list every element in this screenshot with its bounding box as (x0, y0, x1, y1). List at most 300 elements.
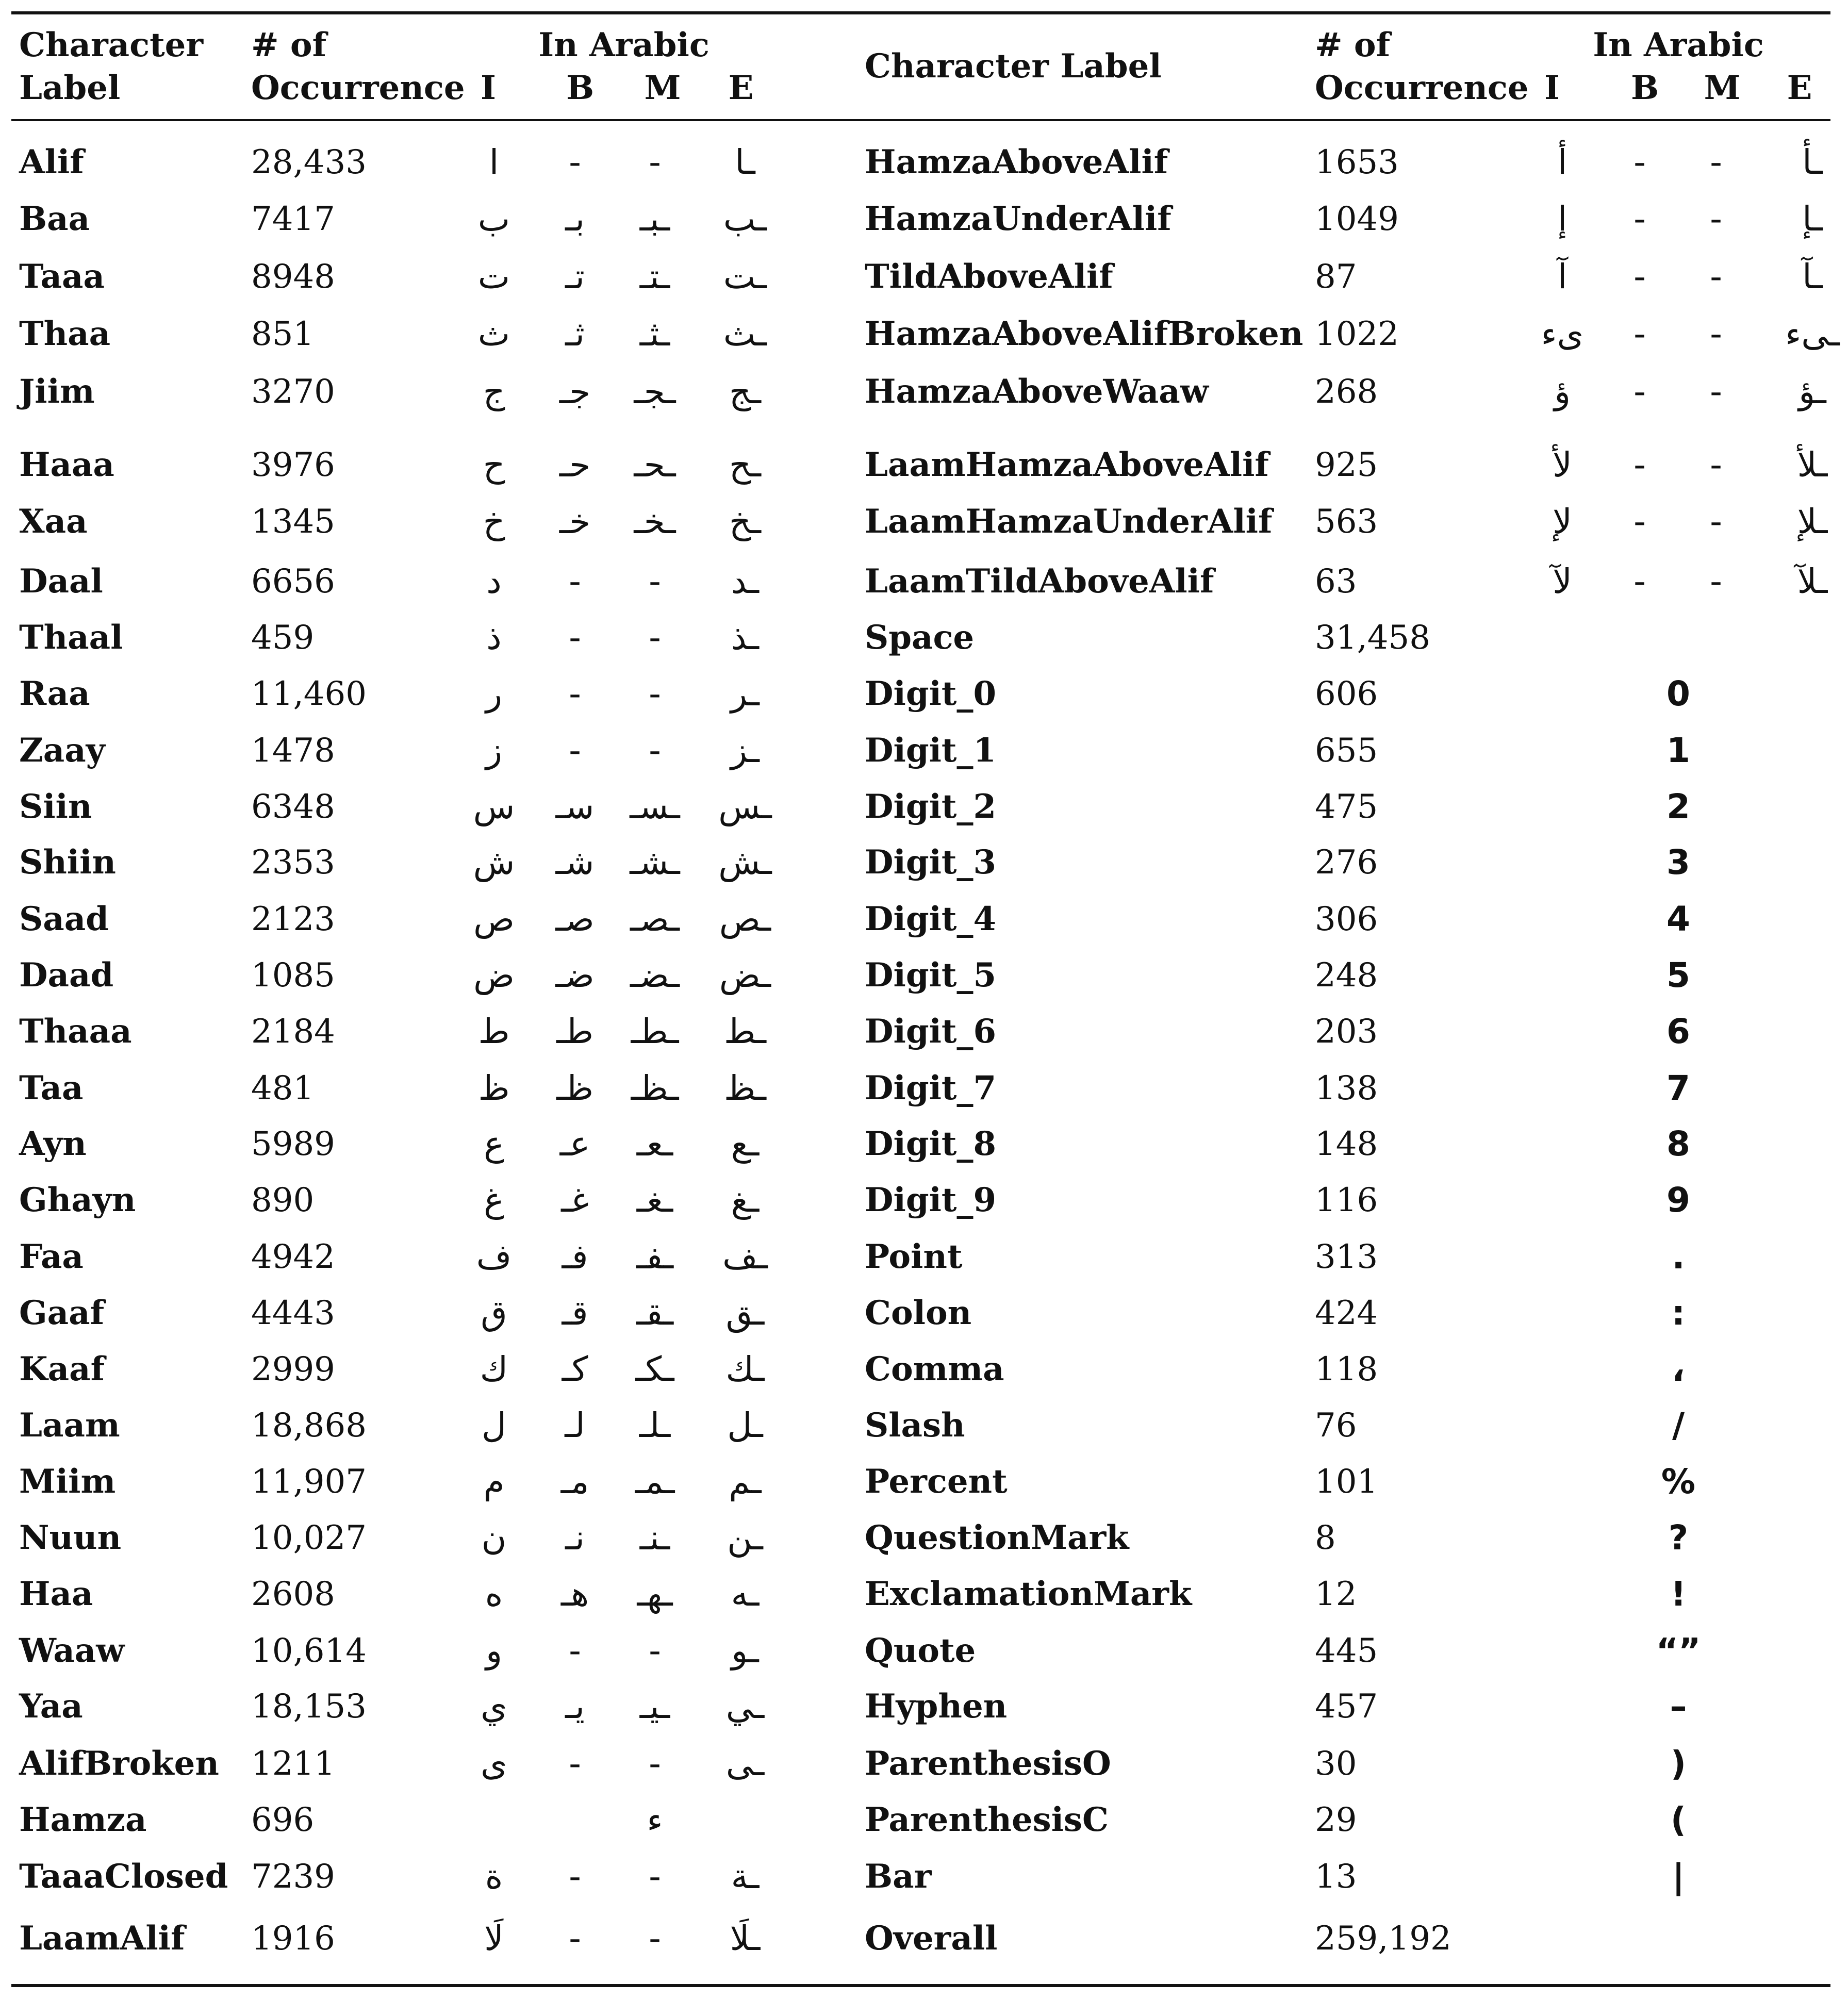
left-row-label: Hamza (19, 1800, 147, 1839)
left-row-end-form: ـع (731, 1124, 760, 1164)
header-character-label: Character Label (865, 47, 1162, 86)
left-row-middle-form: - (649, 142, 661, 182)
right-row-count: 457 (1315, 1688, 1378, 1726)
right-row-label: Overall (865, 1919, 998, 1958)
left-row-end-form: ـظ (724, 1068, 766, 1108)
left-row-label: Daad (19, 956, 114, 995)
left-row-count: 7239 (251, 1858, 335, 1896)
left-row-middle-form: ء (647, 1800, 663, 1840)
left-row-count: 10,027 (251, 1519, 367, 1557)
left-row-count: 1478 (251, 732, 335, 770)
left-row-middle-form: - (649, 1857, 661, 1896)
right-row-symbol: : (1671, 1293, 1686, 1333)
left-row-beginning-form: كـ (562, 1349, 588, 1389)
left-row-end-form: ـض (719, 955, 771, 995)
left-row-count: 7417 (251, 200, 335, 238)
left-row-label: Daal (19, 562, 103, 601)
right-row-symbol: 8 (1666, 1124, 1690, 1164)
header-in-arabic: In Arabic (538, 26, 710, 64)
left-row-end-form: ـط (724, 1012, 766, 1051)
right-row-count: 655 (1315, 732, 1378, 770)
header-rule (11, 119, 1830, 121)
right-row-label: QuestionMark (865, 1518, 1129, 1557)
right-row-label: Hyphen (865, 1687, 1008, 1726)
right-row-middle-form: - (1710, 199, 1722, 239)
left-row-isolated-form: ث (477, 314, 510, 354)
right-row-label: Colon (865, 1294, 972, 1332)
right-row-symbol: . (1672, 1237, 1685, 1277)
left-row-end-form: ـج (729, 372, 761, 411)
left-row-beginning-form: - (569, 142, 581, 182)
left-row-beginning-form: نـ (565, 1518, 585, 1558)
left-row-end-form: ـخ (729, 502, 761, 541)
right-row-label: ParenthesisO (865, 1744, 1111, 1783)
left-row-end-form: ـم (729, 1462, 762, 1501)
right-row-symbol: ، (1672, 1349, 1685, 1389)
left-row-count: 6348 (251, 788, 335, 826)
left-row-beginning-form: ثـ (565, 314, 585, 354)
left-row-label: Taaa (19, 257, 105, 296)
left-row-end-form: ـت (723, 257, 767, 296)
left-row-middle-form: ـشـ (630, 842, 680, 882)
left-row-middle-form: ـقـ (636, 1293, 674, 1333)
left-row-label: Gaaf (19, 1294, 105, 1332)
left-row-isolated-form: س (473, 787, 515, 827)
left-row-isolated-form: ى (481, 1744, 507, 1783)
left-row-count: 28,433 (251, 143, 367, 181)
left-row-middle-form: ـصـ (630, 899, 680, 939)
left-row-middle-form: ـمـ (635, 1462, 675, 1501)
left-row-middle-form: ـضـ (630, 955, 680, 995)
left-row-middle-form: - (649, 1631, 661, 1671)
left-row-isolated-form: ص (473, 899, 515, 939)
right-row-count: 138 (1315, 1069, 1378, 1108)
left-row-count: 1085 (251, 956, 335, 995)
left-row-count: 11,460 (251, 675, 367, 713)
left-row-count: 1345 (251, 503, 335, 541)
right-row-label: LaamHamzaAboveAlif (865, 445, 1269, 484)
left-row-end-form: ـذ (731, 618, 759, 657)
right-row-end-form: ـأ (1802, 142, 1823, 182)
right-row-middle-form: - (1710, 445, 1722, 485)
left-row-count: 2999 (251, 1350, 335, 1389)
right-row-symbol: – (1670, 1687, 1687, 1726)
header-form-i-right: I (1544, 69, 1560, 107)
left-row-middle-form: ـكـ (635, 1349, 674, 1389)
left-row-beginning-form: - (569, 1631, 581, 1671)
left-row-isolated-form: ش (473, 842, 515, 882)
right-row-symbol: 2 (1666, 787, 1690, 827)
right-row-middle-form: - (1710, 257, 1722, 296)
left-row-isolated-form: ظ (478, 1068, 510, 1108)
left-row-middle-form: - (649, 1919, 661, 1958)
right-row-count: 445 (1315, 1632, 1378, 1670)
left-row-middle-form: ـظـ (631, 1068, 679, 1108)
right-row-beginning-form: - (1634, 445, 1646, 485)
left-row-beginning-form: خـ (559, 502, 591, 541)
left-row-end-form: ـة (731, 1857, 760, 1896)
left-row-beginning-form: - (569, 1857, 581, 1896)
right-row-label: Digit_4 (865, 900, 996, 938)
left-row-end-form: ـلَا (730, 1919, 761, 1958)
right-row-beginning-form: - (1634, 199, 1646, 239)
right-row-count: 12 (1315, 1575, 1357, 1613)
left-row-middle-form: ـثـ (639, 314, 670, 354)
left-row-label: LaamAlif (19, 1919, 185, 1958)
right-row-label: Slash (865, 1406, 965, 1445)
right-row-count: 63 (1315, 563, 1357, 601)
left-row-label: Jiim (19, 372, 95, 411)
right-row-middle-form: - (1710, 372, 1722, 411)
left-row-isolated-form: د (486, 561, 502, 601)
right-row-label: LaamHamzaUnderAlif (865, 502, 1273, 541)
left-row-label: Baa (19, 200, 90, 238)
left-row-middle-form: - (649, 1744, 661, 1783)
header-character-label-line2: Label (19, 69, 121, 107)
left-row-end-form: ـش (718, 842, 772, 882)
header-occurrence-line2: Occurrence (251, 69, 465, 107)
left-row-end-form: ـد (731, 561, 759, 601)
left-row-beginning-form: عـ (559, 1124, 590, 1164)
right-row-isolated-form: لإ (1553, 502, 1572, 541)
right-row-symbol: 9 (1666, 1180, 1690, 1220)
left-row-label: Ayn (19, 1125, 87, 1163)
left-row-beginning-form: هـ (560, 1574, 589, 1614)
right-row-end-form: ـلإ (1797, 502, 1828, 541)
left-row-middle-form: - (649, 731, 661, 770)
right-row-end-form: ـلآ (1797, 561, 1828, 601)
left-row-isolated-form: ت (477, 257, 510, 296)
bottom-rule (11, 1984, 1830, 1987)
left-row-isolated-form: ق (481, 1293, 507, 1333)
header-form-m-right: M (1704, 69, 1741, 107)
left-row-middle-form: ـجـ (634, 372, 676, 411)
right-row-label: Digit_6 (865, 1012, 996, 1051)
left-row-middle-form: ـسـ (630, 787, 680, 827)
left-row-beginning-form: بـ (565, 199, 585, 239)
header-form-b: B (566, 69, 595, 107)
right-row-symbol: / (1672, 1406, 1685, 1445)
right-row-beginning-form: - (1634, 142, 1646, 182)
right-row-label: LaamTildAboveAlif (865, 562, 1214, 601)
right-row-beginning-form: - (1634, 502, 1646, 541)
left-row-label: Kaaf (19, 1350, 105, 1389)
left-row-label: Xaa (19, 502, 88, 541)
right-row-label: HamzaAboveAlif (865, 143, 1168, 181)
right-row-count: 1653 (1315, 143, 1399, 181)
left-row-isolated-form: غ (484, 1180, 504, 1220)
left-row-end-form: ـى (725, 1744, 765, 1783)
left-row-label: Laam (19, 1406, 120, 1445)
left-row-middle-form: ـحـ (634, 445, 676, 485)
left-row-isolated-form: ز (486, 731, 502, 770)
right-row-middle-form: - (1710, 314, 1722, 354)
left-row-end-form: ـس (718, 787, 772, 827)
right-row-label: Quote (865, 1631, 976, 1670)
right-row-label: Digit_7 (865, 1069, 996, 1108)
left-row-count: 4942 (251, 1238, 335, 1276)
right-row-label: Digit_0 (865, 674, 996, 713)
left-row-label: Thaal (19, 618, 123, 657)
header-form-i: I (481, 69, 496, 107)
right-row-middle-form: - (1710, 561, 1722, 601)
left-row-beginning-form: - (569, 1744, 581, 1783)
right-row-label: ExclamationMark (865, 1575, 1192, 1613)
left-row-middle-form: ـلـ (639, 1406, 671, 1445)
right-row-beginning-form: - (1634, 314, 1646, 354)
left-row-label: Thaaa (19, 1012, 132, 1051)
left-row-label: TaaaClosed (19, 1857, 228, 1896)
left-row-beginning-form: صـ (555, 899, 595, 939)
left-row-count: 2123 (251, 900, 335, 938)
left-row-isolated-form: ل (482, 1406, 506, 1445)
right-row-count: 424 (1315, 1294, 1378, 1332)
right-row-count: 313 (1315, 1238, 1378, 1276)
right-row-symbol: 7 (1666, 1068, 1690, 1108)
left-row-beginning-form: غـ (561, 1180, 589, 1220)
left-row-label: Haa (19, 1575, 93, 1613)
left-row-beginning-form: ظـ (556, 1068, 593, 1108)
left-row-isolated-form: خ (483, 502, 505, 541)
left-row-isolated-form: ع (484, 1124, 504, 1164)
right-row-count: 101 (1315, 1463, 1378, 1501)
right-row-count: 606 (1315, 675, 1378, 713)
left-row-count: 1916 (251, 1920, 335, 1958)
left-row-middle-form: ـهـ (637, 1574, 673, 1614)
left-row-label: Thaa (19, 315, 111, 353)
left-row-end-form: ـل (727, 1406, 763, 1445)
left-row-count: 18,153 (251, 1688, 367, 1726)
left-row-beginning-form: - (569, 1919, 581, 1958)
header-occurrence-line2-right: Occurrence (1315, 69, 1529, 107)
right-row-count: 13 (1315, 1858, 1357, 1896)
left-row-middle-form: ـبـ (639, 199, 670, 239)
right-row-beginning-form: - (1634, 257, 1646, 296)
left-row-label: Yaa (19, 1687, 83, 1726)
right-row-count: 563 (1315, 503, 1378, 541)
left-row-isolated-form: ط (478, 1012, 510, 1051)
right-row-label: Digit_1 (865, 731, 996, 770)
right-row-label: HamzaAboveWaaw (865, 372, 1209, 411)
left-row-beginning-form: - (569, 561, 581, 601)
left-row-isolated-form: لَا (484, 1919, 504, 1958)
right-row-middle-form: - (1710, 142, 1722, 182)
right-row-label: HamzaAboveAlifBroken (865, 315, 1304, 353)
left-row-label: Nuun (19, 1518, 122, 1557)
right-row-count: 118 (1315, 1350, 1378, 1389)
left-row-count: 1211 (251, 1745, 335, 1783)
right-row-label: TildAboveAlif (865, 257, 1113, 296)
left-row-count: 851 (251, 315, 315, 353)
right-row-count: 116 (1315, 1181, 1378, 1219)
right-row-count: 268 (1315, 373, 1378, 411)
left-row-label: Taa (19, 1069, 84, 1108)
left-row-isolated-form: م (483, 1462, 505, 1501)
left-row-end-form: ـح (729, 445, 761, 485)
left-row-label: Ghayn (19, 1181, 136, 1219)
right-row-end-form: ـآ (1802, 257, 1823, 296)
left-row-isolated-form: ك (480, 1349, 508, 1389)
right-row-count: 8 (1315, 1519, 1336, 1557)
left-row-isolated-form: ن (481, 1518, 507, 1558)
right-row-end-form: ـلأ (1797, 445, 1828, 485)
left-row-middle-form: ـيـ (639, 1687, 670, 1726)
right-row-label: HamzaUnderAlif (865, 200, 1172, 238)
left-row-count: 6656 (251, 563, 335, 601)
header-occurrence-line1: # of (251, 26, 327, 64)
right-row-symbol: ! (1670, 1574, 1687, 1614)
left-row-isolated-form: ذ (486, 618, 502, 657)
left-row-beginning-form: طـ (556, 1012, 593, 1051)
left-row-middle-form: ـطـ (631, 1012, 679, 1051)
left-row-middle-form: ـغـ (636, 1180, 673, 1220)
left-row-count: 696 (251, 1801, 315, 1839)
right-row-end-form: ـىء (1785, 314, 1840, 354)
left-row-isolated-form: ي (481, 1687, 507, 1726)
left-row-middle-form: - (649, 674, 661, 714)
left-row-count: 10,614 (251, 1632, 367, 1670)
left-row-middle-form: - (649, 561, 661, 601)
left-row-isolated-form: ا (489, 142, 499, 182)
right-row-label: Digit_2 (865, 787, 996, 826)
right-row-end-form: ـؤ (1798, 372, 1826, 411)
right-row-label: Digit_3 (865, 843, 996, 882)
right-row-symbol: “” (1656, 1631, 1701, 1671)
right-row-count: 1049 (1315, 200, 1399, 238)
right-row-symbol: ( (1670, 1800, 1687, 1840)
right-row-isolated-form: لأ (1553, 445, 1572, 485)
header-form-b-right: B (1630, 69, 1659, 107)
left-row-isolated-form: ح (483, 445, 505, 485)
left-row-end-form: ـو (731, 1631, 759, 1671)
left-row-beginning-form: يـ (565, 1687, 585, 1726)
right-row-label: Space (865, 618, 975, 657)
left-row-isolated-form: ض (473, 955, 515, 995)
left-row-end-form: ـث (723, 314, 767, 354)
right-row-beginning-form: - (1634, 372, 1646, 411)
left-row-count: 3270 (251, 373, 335, 411)
left-row-label: AlifBroken (19, 1744, 219, 1783)
right-row-symbol: 0 (1666, 674, 1690, 714)
right-row-isolated-form: ؤ (1554, 372, 1571, 411)
right-row-symbol: % (1661, 1462, 1696, 1501)
left-row-label: Alif (19, 143, 84, 181)
left-row-count: 2353 (251, 844, 335, 882)
left-row-label: Haaa (19, 445, 114, 484)
left-row-label: Siin (19, 787, 92, 826)
left-row-beginning-form: - (569, 674, 581, 714)
left-row-beginning-form: - (569, 618, 581, 657)
top-rule (11, 11, 1830, 14)
right-row-count: 306 (1315, 900, 1378, 938)
right-row-count: 475 (1315, 788, 1378, 826)
left-row-count: 4443 (251, 1294, 335, 1332)
header-in-arabic-right: In Arabic (1593, 26, 1764, 64)
left-row-count: 481 (251, 1069, 315, 1108)
right-row-count: 203 (1315, 1013, 1378, 1051)
right-row-label: Bar (865, 1857, 932, 1896)
right-row-isolated-form: لآ (1553, 561, 1572, 601)
left-row-isolated-form: ه (485, 1574, 503, 1614)
left-row-count: 11,907 (251, 1463, 367, 1501)
left-row-end-form: ـب (723, 199, 767, 239)
left-row-beginning-form: - (569, 731, 581, 770)
left-row-middle-form: - (649, 618, 661, 657)
header-occurrence-line1-right: # of (1315, 26, 1391, 64)
right-row-middle-form: - (1710, 502, 1722, 541)
left-row-isolated-form: ج (483, 372, 505, 411)
left-row-middle-form: ـنـ (639, 1518, 670, 1558)
right-row-isolated-form: أ (1557, 142, 1568, 182)
left-row-end-form: ـز (731, 731, 760, 770)
right-row-count: 925 (1315, 446, 1378, 484)
left-row-end-form: ـا (735, 142, 755, 182)
left-row-label: Zaay (19, 731, 105, 770)
right-row-symbol: 5 (1666, 955, 1690, 995)
right-row-isolated-form: آ (1557, 257, 1568, 296)
left-row-label: Shiin (19, 843, 116, 882)
left-row-label: Faa (19, 1237, 84, 1276)
header-form-e-right: E (1787, 69, 1812, 107)
right-row-label: Comma (865, 1350, 1004, 1389)
left-row-count: 5989 (251, 1125, 335, 1163)
left-row-beginning-form: ضـ (555, 955, 595, 995)
left-row-count: 2608 (251, 1575, 335, 1613)
header-form-m: M (644, 69, 681, 107)
right-row-isolated-form: ىء (1541, 314, 1584, 354)
left-row-beginning-form: مـ (560, 1462, 589, 1501)
left-row-end-form: ـي (725, 1687, 765, 1726)
header-form-e: E (728, 69, 754, 107)
left-row-label: Saad (19, 900, 109, 938)
right-row-symbol: 4 (1666, 899, 1690, 939)
left-row-beginning-form: تـ (565, 257, 585, 296)
right-row-symbol: 6 (1666, 1012, 1690, 1051)
right-row-label: Point (865, 1237, 963, 1276)
right-row-label: Percent (865, 1462, 1008, 1501)
left-row-beginning-form: سـ (555, 787, 595, 827)
left-row-beginning-form: قـ (562, 1293, 588, 1333)
left-row-end-form: ـر (731, 674, 760, 714)
right-row-count: 276 (1315, 844, 1378, 882)
right-row-count: 248 (1315, 956, 1378, 995)
left-row-beginning-form: جـ (559, 372, 591, 411)
right-row-count: 31,458 (1315, 619, 1430, 657)
left-row-isolated-form: ر (486, 674, 502, 714)
right-row-label: Digit_5 (865, 956, 996, 995)
left-row-middle-form: ـفـ (636, 1237, 674, 1277)
right-row-label: Digit_9 (865, 1181, 996, 1219)
left-row-beginning-form: فـ (562, 1237, 588, 1277)
left-row-end-form: ـن (727, 1518, 763, 1558)
left-row-isolated-form: ة (485, 1857, 503, 1896)
left-row-count: 459 (251, 619, 315, 657)
right-row-count: 259,192 (1315, 1920, 1451, 1958)
left-row-middle-form: ـعـ (636, 1124, 673, 1164)
right-row-beginning-form: - (1634, 561, 1646, 601)
left-row-isolated-form: ف (476, 1237, 512, 1277)
right-row-symbol: 3 (1666, 842, 1690, 882)
right-row-symbol: | (1672, 1857, 1685, 1896)
right-row-count: 30 (1315, 1745, 1357, 1783)
right-row-count: 148 (1315, 1125, 1378, 1163)
left-row-end-form: ـه (731, 1574, 760, 1614)
left-row-count: 890 (251, 1181, 315, 1219)
right-row-isolated-form: إ (1557, 199, 1568, 239)
left-row-count: 8948 (251, 258, 335, 296)
left-row-label: Waaw (19, 1631, 125, 1670)
left-row-count: 2184 (251, 1013, 335, 1051)
